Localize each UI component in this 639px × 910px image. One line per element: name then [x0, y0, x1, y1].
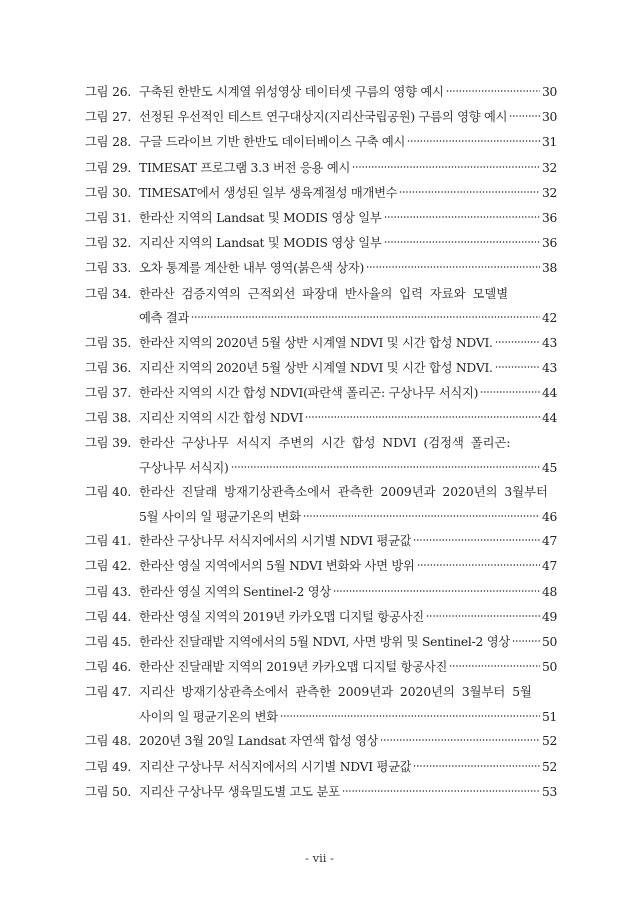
caption-line [139, 435, 557, 452]
figure-title: 한라산 진달래 방재기상관측소에서 관측한 2009년과 2020년의 3월부터 [139, 485, 548, 500]
toc-entry[interactable] [85, 134, 557, 151]
dot-leader [380, 738, 540, 742]
figure-title: 지리산 지역의 2020년 5월 상반 시계열 NDVI 및 시간 합성 NDVI. [139, 360, 493, 375]
dot-leader [413, 538, 540, 542]
figure-title: 한라산 지역의 Landsat 및 MODIS 영상 일부 [139, 210, 382, 225]
figure-title: 예측 결과 [139, 311, 190, 325]
dot-leader [399, 190, 540, 194]
page-number[interactable]: 45 [541, 460, 557, 475]
caption-line [139, 609, 557, 626]
page-number-footer: - vii - [305, 851, 334, 865]
dot-leader [413, 764, 540, 768]
figure-caption-block [139, 210, 557, 227]
toc-entry[interactable] [85, 733, 557, 750]
dot-leader [407, 139, 540, 143]
figure-title: 구글 드라이브 기반 한반도 데이터베이스 구축 예시 [139, 135, 406, 150]
dot-leader [384, 240, 540, 244]
page-number[interactable]: 46 [541, 509, 557, 524]
figure-title: 구상나무 서식지) [139, 460, 229, 475]
dot-leader [417, 563, 540, 567]
figure-caption-block [139, 558, 557, 575]
figure-number: 그림 28. [85, 135, 132, 150]
toc-entry[interactable] [85, 584, 557, 601]
figure-title: 한라산 영실 지역에서의 5월 NDVI 변화와 사면 방위 [139, 559, 415, 574]
caption-line [139, 460, 557, 477]
figure-number: 그림 37. [85, 385, 132, 400]
caption-line [139, 484, 557, 501]
dot-leader [333, 589, 540, 593]
figure-number: 그림 50. [85, 784, 132, 799]
toc-entry[interactable] [85, 609, 557, 626]
page-number[interactable]: 44 [541, 411, 557, 426]
figure-number: 그림 35. [85, 335, 132, 350]
dot-leader [303, 514, 540, 518]
caption-line [139, 533, 557, 550]
caption-line [139, 160, 557, 177]
dot-leader [509, 114, 540, 118]
dot-leader [366, 265, 540, 269]
figure-caption-block [139, 410, 557, 427]
dot-leader [495, 340, 540, 344]
figure-number: 그림 41. [85, 534, 132, 549]
figure-title: 한라산 진달래밭 지역에서의 5월 NDVI, 사면 방위 및 Sentinel-2 영상 [139, 635, 510, 649]
toc-entry[interactable] [85, 335, 557, 352]
page-number[interactable]: 38 [541, 261, 557, 276]
page-number[interactable]: 48 [541, 584, 557, 599]
caption-line [139, 260, 557, 277]
figure-caption-block [139, 659, 557, 676]
dot-leader [352, 165, 540, 169]
page-number[interactable]: 42 [541, 311, 557, 325]
figure-title: 한라산 구상나무 서식지 주변의 시간 합성 NDVI (검정색 폴리곤: [139, 436, 511, 451]
caption-line [139, 733, 557, 750]
page-number[interactable]: 30 [541, 110, 557, 125]
figure-title: 한라산 지역의 시간 합성 NDVI(파란색 폴리곤: 구상나무 서식지) [139, 385, 479, 400]
page-number[interactable]: 44 [541, 385, 557, 400]
figure-title: 한라산 진달래밭 지역의 2019년 카카오맵 디지털 항공사진 [139, 660, 448, 675]
figure-title: 한라산 구상나무 서식지에서의 시기별 NDVI 평균값 [139, 534, 412, 549]
figure-title: TIMESAT에서 생성된 일부 생육계절성 매개변수 [139, 185, 398, 200]
toc-entry[interactable] [85, 235, 557, 252]
figure-caption-block [139, 84, 557, 101]
figure-number: 그림 49. [85, 759, 132, 774]
dot-leader [495, 365, 540, 369]
figure-number: 그림 34. [85, 286, 132, 301]
figure-number: 그림 45. [85, 635, 132, 649]
caption-line [139, 784, 557, 801]
figure-title: 지리산 지역의 Landsat 및 MODIS 영상 일부 [139, 236, 382, 251]
page-number[interactable]: 43 [541, 335, 557, 350]
page-number[interactable]: 47 [541, 534, 557, 549]
figure-caption-block [139, 733, 557, 750]
page-number[interactable]: 51 [541, 709, 557, 724]
caption-line [139, 210, 557, 227]
figure-caption-block [139, 584, 557, 601]
toc-entry[interactable] [85, 784, 557, 801]
page-number[interactable]: 52 [541, 734, 557, 749]
caption-line [139, 558, 557, 575]
figure-title: 한라산 지역의 2020년 5월 상반 시계열 NDVI 및 시간 합성 NDVI. [139, 335, 493, 350]
page-number[interactable]: 31 [541, 135, 557, 150]
figure-caption-block [139, 484, 557, 526]
caption-line [139, 759, 557, 776]
figure-number: 그림 46. [85, 660, 132, 675]
dot-leader [231, 465, 540, 469]
toc-entry[interactable] [85, 435, 557, 477]
page-number[interactable]: 47 [541, 559, 557, 574]
dot-leader [449, 664, 540, 668]
caption-line [139, 335, 557, 352]
figure-title: 5월 사이의 일 평균기온의 변화 [139, 509, 301, 524]
figure-caption-block [139, 160, 557, 177]
toc-entry[interactable] [85, 759, 557, 776]
caption-line [139, 134, 557, 151]
page-number[interactable]: 32 [541, 185, 557, 200]
toc-entry[interactable] [85, 533, 557, 550]
dot-leader [280, 714, 540, 718]
dot-leader [480, 390, 540, 394]
caption-line [139, 684, 557, 701]
caption-line [139, 286, 557, 303]
figure-caption-block [139, 134, 557, 151]
caption-line [139, 634, 557, 651]
figure-number: 그림 44. [85, 609, 132, 624]
dot-leader [342, 789, 540, 793]
figure-title: 지리산 방재기상관측소에서 관측한 2009년과 2020년의 3월부터 5월 [139, 685, 532, 700]
caption-line [139, 360, 557, 377]
figure-number: 그림 27. [85, 110, 132, 125]
toc-entry[interactable] [85, 160, 557, 177]
page-number[interactable]: 36 [541, 210, 557, 225]
toc-entry[interactable] [85, 484, 557, 526]
figure-caption-block [139, 609, 557, 626]
figure-title: 지리산 구상나무 서식지에서의 시기별 NDVI 평균값 [139, 759, 412, 774]
caption-line [139, 185, 557, 202]
figure-caption-block [139, 684, 557, 726]
figure-number: 그림 29. [85, 160, 132, 175]
figure-number: 그림 32. [85, 236, 132, 251]
figure-caption-block [139, 235, 557, 252]
toc-entry[interactable] [85, 634, 557, 651]
toc-entry[interactable] [85, 84, 557, 101]
figure-number: 그림 42. [85, 559, 132, 574]
figure-number: 그림 38. [85, 411, 132, 426]
page-number[interactable]: 50 [541, 660, 557, 675]
list-of-figures [85, 84, 557, 809]
toc-entry[interactable] [85, 260, 557, 277]
page-number[interactable]: 52 [541, 759, 557, 774]
toc-entry[interactable] [85, 684, 557, 726]
figure-caption-block [139, 385, 557, 402]
page-number[interactable]: 30 [541, 85, 557, 99]
page-number[interactable]: 53 [541, 784, 557, 799]
caption-line [139, 584, 557, 601]
toc-entry[interactable] [85, 360, 557, 377]
figure-title: 한라산 검증지역의 근적외선 파장대 반사율의 입력 자료와 모델별 [139, 286, 509, 301]
figure-title: 지리산 구상나무 생육밀도별 고도 분포 [139, 784, 340, 799]
figure-title: 선정된 우선적인 테스트 연구대상지(지리산국립공원) 구름의 영향 예시 [139, 110, 508, 125]
figure-caption-block [139, 360, 557, 377]
figure-title: 사이의 일 평균기온의 변화 [139, 709, 278, 724]
figure-number: 그림 26. [85, 85, 132, 99]
figure-caption-block [139, 533, 557, 550]
dot-leader [384, 215, 540, 219]
dot-leader [191, 315, 540, 319]
toc-entry[interactable] [85, 109, 557, 126]
dot-leader [446, 89, 540, 93]
page-number[interactable]: 49 [541, 609, 557, 624]
figure-caption-block [139, 109, 557, 126]
figure-title: 한라산 영실 지역의 Sentinel-2 영상 [139, 584, 332, 599]
figure-number: 그림 43. [85, 584, 132, 599]
figure-title: TIMESAT 프로그램 3.3 버전 응용 예시 [139, 160, 351, 175]
toc-entry[interactable] [85, 558, 557, 575]
figure-title: 오차 통계를 계산한 내부 영역(붉은색 상자) [139, 261, 365, 276]
figure-caption-block [139, 185, 557, 202]
caption-line [139, 109, 557, 126]
figure-caption-block [139, 435, 557, 477]
caption-line [139, 235, 557, 252]
page-number[interactable]: 50 [541, 635, 557, 649]
figure-caption-block [139, 759, 557, 776]
figure-number: 그림 47. [85, 685, 132, 700]
toc-entry[interactable] [85, 659, 557, 676]
caption-line [139, 310, 557, 327]
toc-entry[interactable] [85, 410, 557, 427]
dot-leader [426, 614, 540, 618]
figure-number: 그림 31. [85, 210, 132, 225]
figure-title: 지리산 지역의 시간 합성 NDVI [139, 411, 304, 426]
page-number[interactable]: 43 [541, 360, 557, 375]
dot-leader [512, 639, 540, 643]
figure-number: 그림 30. [85, 185, 132, 200]
caption-line [139, 709, 557, 726]
figure-number: 그림 36. [85, 360, 132, 375]
figure-caption-block [139, 260, 557, 277]
page-number[interactable]: 36 [541, 236, 557, 251]
figure-title: 2020년 3월 20일 Landsat 자연색 합성 영상 [139, 734, 379, 749]
toc-entry[interactable] [85, 185, 557, 202]
caption-line [139, 385, 557, 402]
caption-line [139, 410, 557, 427]
figure-number: 그림 33. [85, 261, 132, 276]
caption-line [139, 509, 557, 526]
dot-leader [305, 415, 540, 419]
figure-caption-block [139, 634, 557, 651]
figure-title: 구축된 한반도 시계열 위성영상 데이터셋 구름의 영향 예시 [139, 85, 444, 99]
toc-entry[interactable] [85, 286, 557, 328]
toc-entry[interactable] [85, 210, 557, 227]
figure-number: 그림 40. [85, 485, 132, 500]
figure-caption-block [139, 286, 557, 328]
figure-caption-block [139, 784, 557, 801]
figure-caption-block [139, 335, 557, 352]
caption-line [139, 84, 557, 101]
figure-number: 그림 48. [85, 734, 132, 749]
figure-number: 그림 39. [85, 436, 132, 451]
page-number[interactable]: 32 [541, 160, 557, 175]
figure-title: 한라산 영실 지역의 2019년 카카오맵 디지털 항공사진 [139, 609, 424, 624]
caption-line [139, 659, 557, 676]
toc-entry[interactable] [85, 385, 557, 402]
